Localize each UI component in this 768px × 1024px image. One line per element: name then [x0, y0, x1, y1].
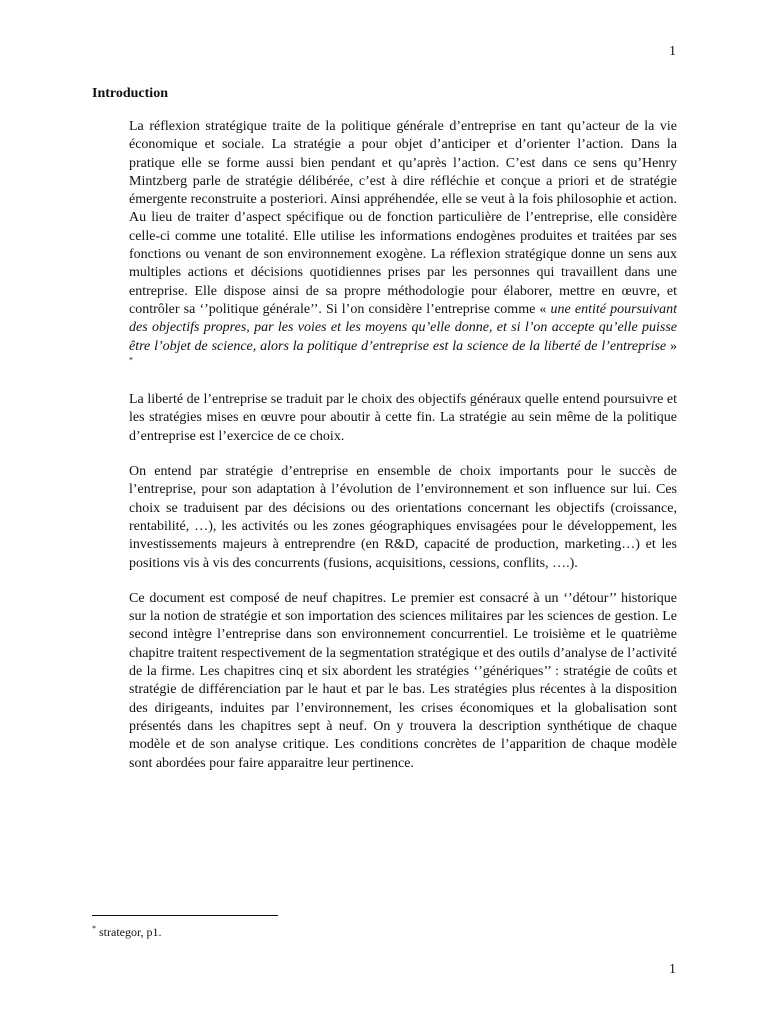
quotation: une entité poursuivant des objectifs propres, par les voies et les moyens qu’elle donne, et si l’on accepte qu’elle puisse être l’objet de science, alors la politique d’entreprise est la science de la liberté de l’entreprise	[129, 301, 677, 354]
quote-close: »	[670, 338, 677, 354]
paragraph-4: Ce document est composé de neuf chapitres. Le premier est consacré à un ‘’détour’’ historique sur la notion de stratégie et son importation des sciences militaires par les sciences de gestion. Le second intègre l’entreprise dans son environnement concurrentiel. Le troisième et le quatrième chapitre traitent respectivement de la segmentation stratégique et des outils d’analyse de l’activité de la firme. Les chapitres cinq et six abordent les stratégies ‘’génériques’’ : stratégie de coûts et stratégie de différenciation par le haut et par le bas. Les stratégies plus récentes à la disposition des dirigeants, induites par l’environnement, les crises économiques et la globalisation sont présentés dans les chapitres sept à neuf. On y trouvera la description synthétique de chaque modèle et de son analyse critique. Les conditions concrètes de l’apparition de chaque modèle sont abordées pour faire apparaitre leur pertinence.	[129, 590, 677, 771]
page-number-bottom: 1	[669, 962, 676, 977]
footnote-divider	[92, 915, 278, 916]
section-heading: Introduction	[92, 86, 168, 101]
paragraph-1-text: La réflexion stratégique traite de la politique générale d’entreprise en tant qu’acteur de la vie économique et sociale. La stratégie a pour objet d’anticiper et d’orienter l’action. Dans la pratique elle se forme aussi bien pendant et qu’après l’action. C’est dans ce sens qu’Henry Mintzberg parle de stratégie délibérée, c’est à dire réfléchie et conçue a priori et de stratégie émergente reconstruite a posteriori. Ainsi appréhendée, elle se veut à la fois philosophie et action. Au lieu de traiter d’aspect spécifique ou de fonction particulière de l’entreprise, elle considère celle-ci comme une totalité. Elle utilise les informations endogènes produites et traitées par ses fonctions ou venant de son environnement exogène. La réflexion stratégique donne un sens aux multiples actions et décisions quotidiennes prises par les personnes qui travaillent dans une entreprise. Elle dispose ainsi de sa propre méthodologie pour élaborer, mettre en œuvre, et contrôler sa ‘’politique générale’’. Si l’on considère l’entreprise comme «	[129, 119, 677, 317]
paragraph-1	[129, 118, 677, 374]
footnote-reference[interactable]: *	[129, 355, 133, 365]
paragraph-3: On entend par stratégie d’entreprise en ensemble de choix importants pour le succès de l’entreprise, pour son adaptation à l’évolution de l’environnement et son influence sur lui. Ces choix se traduisent par des décisions ou des orientations concernant les objectifs (croissance, rentabilité, …), les activités ou les zones géographiques envisagées pour le développement, les investissements majeurs à entreprendre (en R&D, capacité de production, marketing…) et les positions vis à vis des concurrents (fusions, acquisitions, cessions, conflits, ….).	[129, 464, 677, 571]
document-body	[129, 118, 677, 790]
paragraph-2: La liberté de l’entreprise se traduit par le choix des objectifs généraux quelle entend poursuivre et les stratégies mises en œuvre pour aboutir à cette fin. La stratégie au sein même de la politique d’entreprise est l’exercice de ce choix.	[129, 392, 677, 444]
footnote-text: strategor, p1.	[99, 925, 162, 939]
footnote	[92, 925, 162, 940]
footnote-mark: *	[92, 924, 96, 933]
page-number-top: 1	[669, 44, 676, 59]
